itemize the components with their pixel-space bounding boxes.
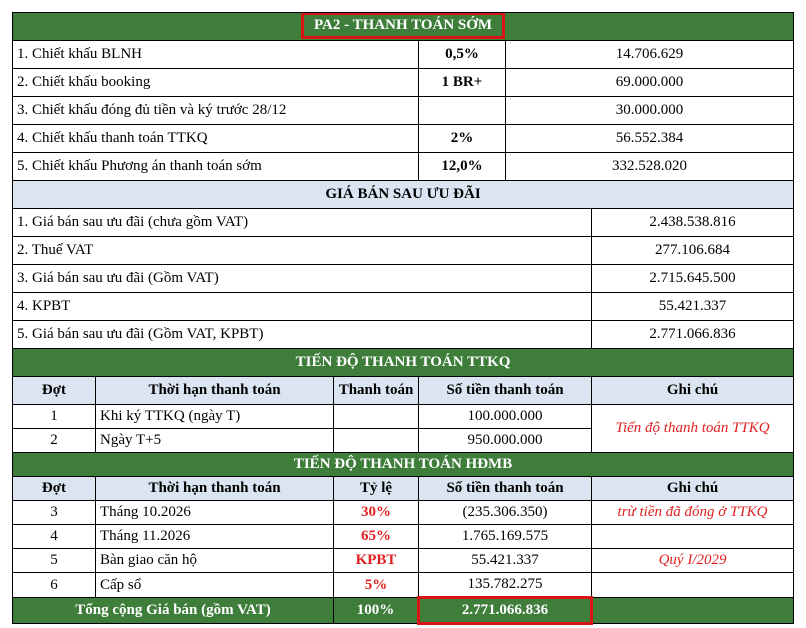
discount-amount: 56.552.384	[506, 125, 794, 153]
amount-cell: 55.421.337	[419, 549, 592, 573]
amount-cell: 100.000.000	[419, 405, 592, 429]
price-amount: 55.421.337	[592, 293, 794, 321]
price-label: 5. Giá bán sau ưu đãi (Gồm VAT, KPBT)	[13, 321, 592, 349]
page-title: PA2 - THANH TOÁN SỚM	[301, 13, 505, 40]
dot-cell: 3	[13, 501, 96, 525]
discount-amount: 69.000.000	[506, 69, 794, 97]
dot-cell: 1	[13, 405, 96, 429]
dot-cell: 5	[13, 549, 96, 573]
discount-amount: 30.000.000	[506, 97, 794, 125]
discount-row	[13, 97, 794, 125]
term-cell: Cấp sổ	[96, 573, 334, 598]
price-section-title: GIÁ BÁN SAU ƯU ĐÃI	[13, 181, 794, 209]
discount-rate: 0,5%	[419, 41, 506, 69]
discount-label: 2. Chiết khấu booking	[13, 69, 419, 97]
discount-rate: 2%	[419, 125, 506, 153]
amount-cell: (235.306.350)	[419, 501, 592, 525]
discount-amount: 332.528.020	[506, 153, 794, 181]
discount-rate	[419, 97, 506, 125]
discount-rate: 1 BR+	[419, 69, 506, 97]
total-amount: 2.771.066.836	[419, 598, 592, 624]
col-header-amount: Số tiền thanh toán	[419, 477, 592, 501]
rate-cell: 5%	[334, 573, 419, 598]
discount-label: 3. Chiết khấu đóng đủ tiền và ký trước 28/12	[13, 97, 419, 125]
ttkq-note: Tiến độ thanh toán TTKQ	[592, 405, 794, 453]
col-header-dot: Đợt	[13, 477, 96, 501]
amount-cell: 950.000.000	[419, 429, 592, 453]
price-row	[13, 321, 794, 349]
price-row	[13, 209, 794, 237]
col-header-term: Thời hạn thanh toán	[96, 377, 334, 405]
col-header-rate: Tỷ lệ	[334, 477, 419, 501]
title-row	[13, 13, 794, 41]
rate-cell: 65%	[334, 525, 419, 549]
hdmb-header-row	[13, 477, 794, 501]
table-row	[13, 525, 794, 549]
dot-cell: 6	[13, 573, 96, 598]
discount-row	[13, 153, 794, 181]
price-amount: 277.106.684	[592, 237, 794, 265]
ttkq-section-title: TIẾN ĐỘ THANH TOÁN TTKQ	[13, 349, 794, 377]
price-label: 2. Thuế VAT	[13, 237, 592, 265]
payment-table	[12, 12, 794, 625]
pay-cell	[334, 429, 419, 453]
table-row	[13, 405, 794, 429]
col-header-amount: Số tiền thanh toán	[419, 377, 592, 405]
price-label: 1. Giá bán sau ưu đãi (chưa gồm VAT)	[13, 209, 592, 237]
note-cell	[592, 573, 794, 598]
price-amount: 2.438.538.816	[592, 209, 794, 237]
total-note	[592, 598, 794, 624]
col-header-pay: Thanh toán	[334, 377, 419, 405]
table-row	[13, 501, 794, 525]
ttkq-header-row	[13, 377, 794, 405]
dot-cell: 4	[13, 525, 96, 549]
table-row	[13, 573, 794, 598]
col-header-note: Ghi chú	[592, 477, 794, 501]
term-cell: Khi ký TTKQ (ngày T)	[96, 405, 334, 429]
term-cell: Ngày T+5	[96, 429, 334, 453]
price-row	[13, 293, 794, 321]
note-cell: trừ tiền đã đóng ở TTKQ	[592, 501, 794, 525]
hdmb-section-title: TIẾN ĐỘ THANH TOÁN HĐMB	[13, 453, 794, 477]
col-header-dot: Đợt	[13, 377, 96, 405]
rate-cell: KPBT	[334, 549, 419, 573]
term-cell: Bàn giao căn hộ	[96, 549, 334, 573]
amount-cell: 135.782.275	[419, 573, 592, 598]
discount-label: 4. Chiết khấu thanh toán TTKQ	[13, 125, 419, 153]
rate-cell: 30%	[334, 501, 419, 525]
note-cell	[592, 525, 794, 549]
term-cell: Tháng 11.2026	[96, 525, 334, 549]
price-label: 4. KPBT	[13, 293, 592, 321]
discount-row	[13, 125, 794, 153]
pay-cell	[334, 405, 419, 429]
discount-amount: 14.706.629	[506, 41, 794, 69]
price-row	[13, 265, 794, 293]
discount-row	[13, 69, 794, 97]
price-label: 3. Giá bán sau ưu đãi (Gồm VAT)	[13, 265, 592, 293]
discount-row	[13, 41, 794, 69]
total-rate: 100%	[334, 598, 419, 624]
discount-label: 1. Chiết khấu BLNH	[13, 41, 419, 69]
price-row	[13, 237, 794, 265]
table-row	[13, 549, 794, 573]
term-cell: Tháng 10.2026	[96, 501, 334, 525]
dot-cell: 2	[13, 429, 96, 453]
col-header-note: Ghi chú	[592, 377, 794, 405]
discount-label: 5. Chiết khấu Phương án thanh toán sớm	[13, 153, 419, 181]
amount-cell: 1.765.169.575	[419, 525, 592, 549]
discount-rate: 12,0%	[419, 153, 506, 181]
col-header-term: Thời hạn thanh toán	[96, 477, 334, 501]
note-cell: Quý I/2029	[592, 549, 794, 573]
price-amount: 2.715.645.500	[592, 265, 794, 293]
price-amount: 2.771.066.836	[592, 321, 794, 349]
total-row	[13, 598, 794, 624]
total-label: Tổng cộng Giá bán (gồm VAT)	[13, 598, 334, 624]
